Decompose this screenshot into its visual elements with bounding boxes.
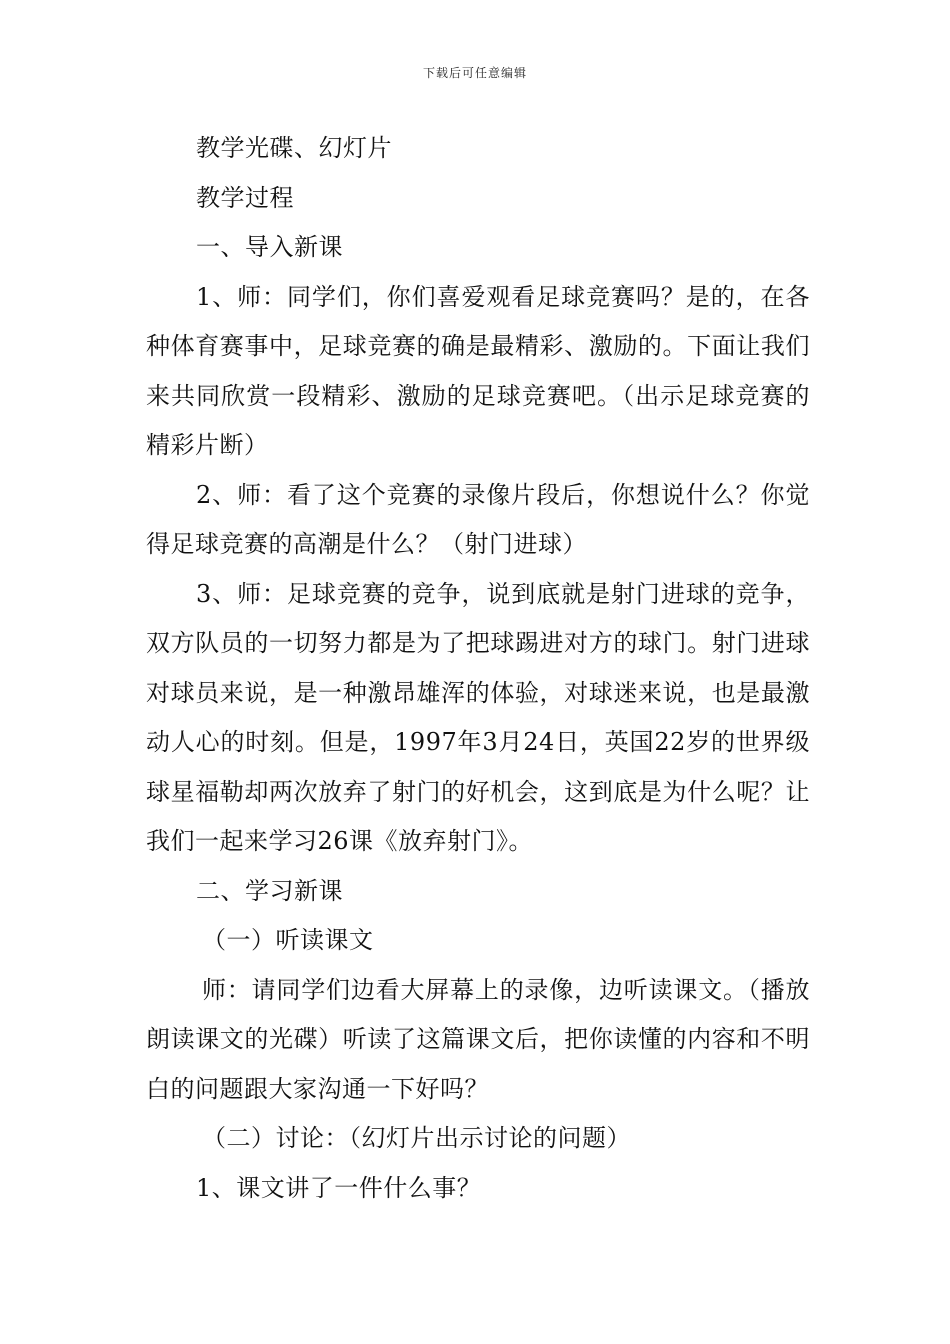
paragraph-process-heading: 教学过程 (196, 183, 294, 212)
paragraph-section-one-heading: 一、导入新课 (196, 233, 343, 261)
paragraph-teacher-instruction: 师：请同学们边看大屏幕上的录像，边听读课文。（播放朗读课文的光碟）听读了这篇课文后，把你读懂的内容和不明白的问题跟大家沟通一下好吗？ (146, 975, 810, 1103)
paragraph-materials: 教学光碟、幻灯片 (196, 134, 392, 162)
paragraph-question-1: 1、课文讲了一件什么事？ (196, 1173, 482, 1202)
page-header: 下载后可任意编辑 (422, 66, 527, 80)
paragraph-subsection-discuss: （二）讨论：（幻灯片出示讨论的问题） (202, 1124, 631, 1152)
paragraph-subsection-listen: （一）听读课文 (202, 926, 374, 954)
paragraph-step-1: 1、师：同学们，你们喜爱观看足球竞赛吗？是的，在各种体育赛事中，足球竞赛的确是最精彩、激励的。下面让我们来共同欣赏一段精彩、激励的足球竞赛吧。（出示足球竞赛的精彩片断） (146, 282, 810, 459)
paragraph-step-3: 3、师：足球竞赛的竞争，说到底就是射门进球的竞争，双方队员的一切努力都是为了把球踢进对方的球门。射门进球对球员来说，是一种激昂雄浑的体验，对球迷来说，也是最激动人心的时刻。但是，1997年3月24日，英国22岁的世界级球星福勒却两次放弃了射门的好机会，这到底是为什么呢？让我们一起来学习26课《放弃射门》。 (146, 579, 810, 855)
document-body (146, 124, 810, 1213)
paragraph-step-2: 2、师：看了这个竞赛的录像片段后，你想说什么？你觉得足球竞赛的高潮是什么？（射门进球） (146, 480, 810, 558)
paragraph-section-two-heading: 二、学习新课 (196, 876, 343, 905)
